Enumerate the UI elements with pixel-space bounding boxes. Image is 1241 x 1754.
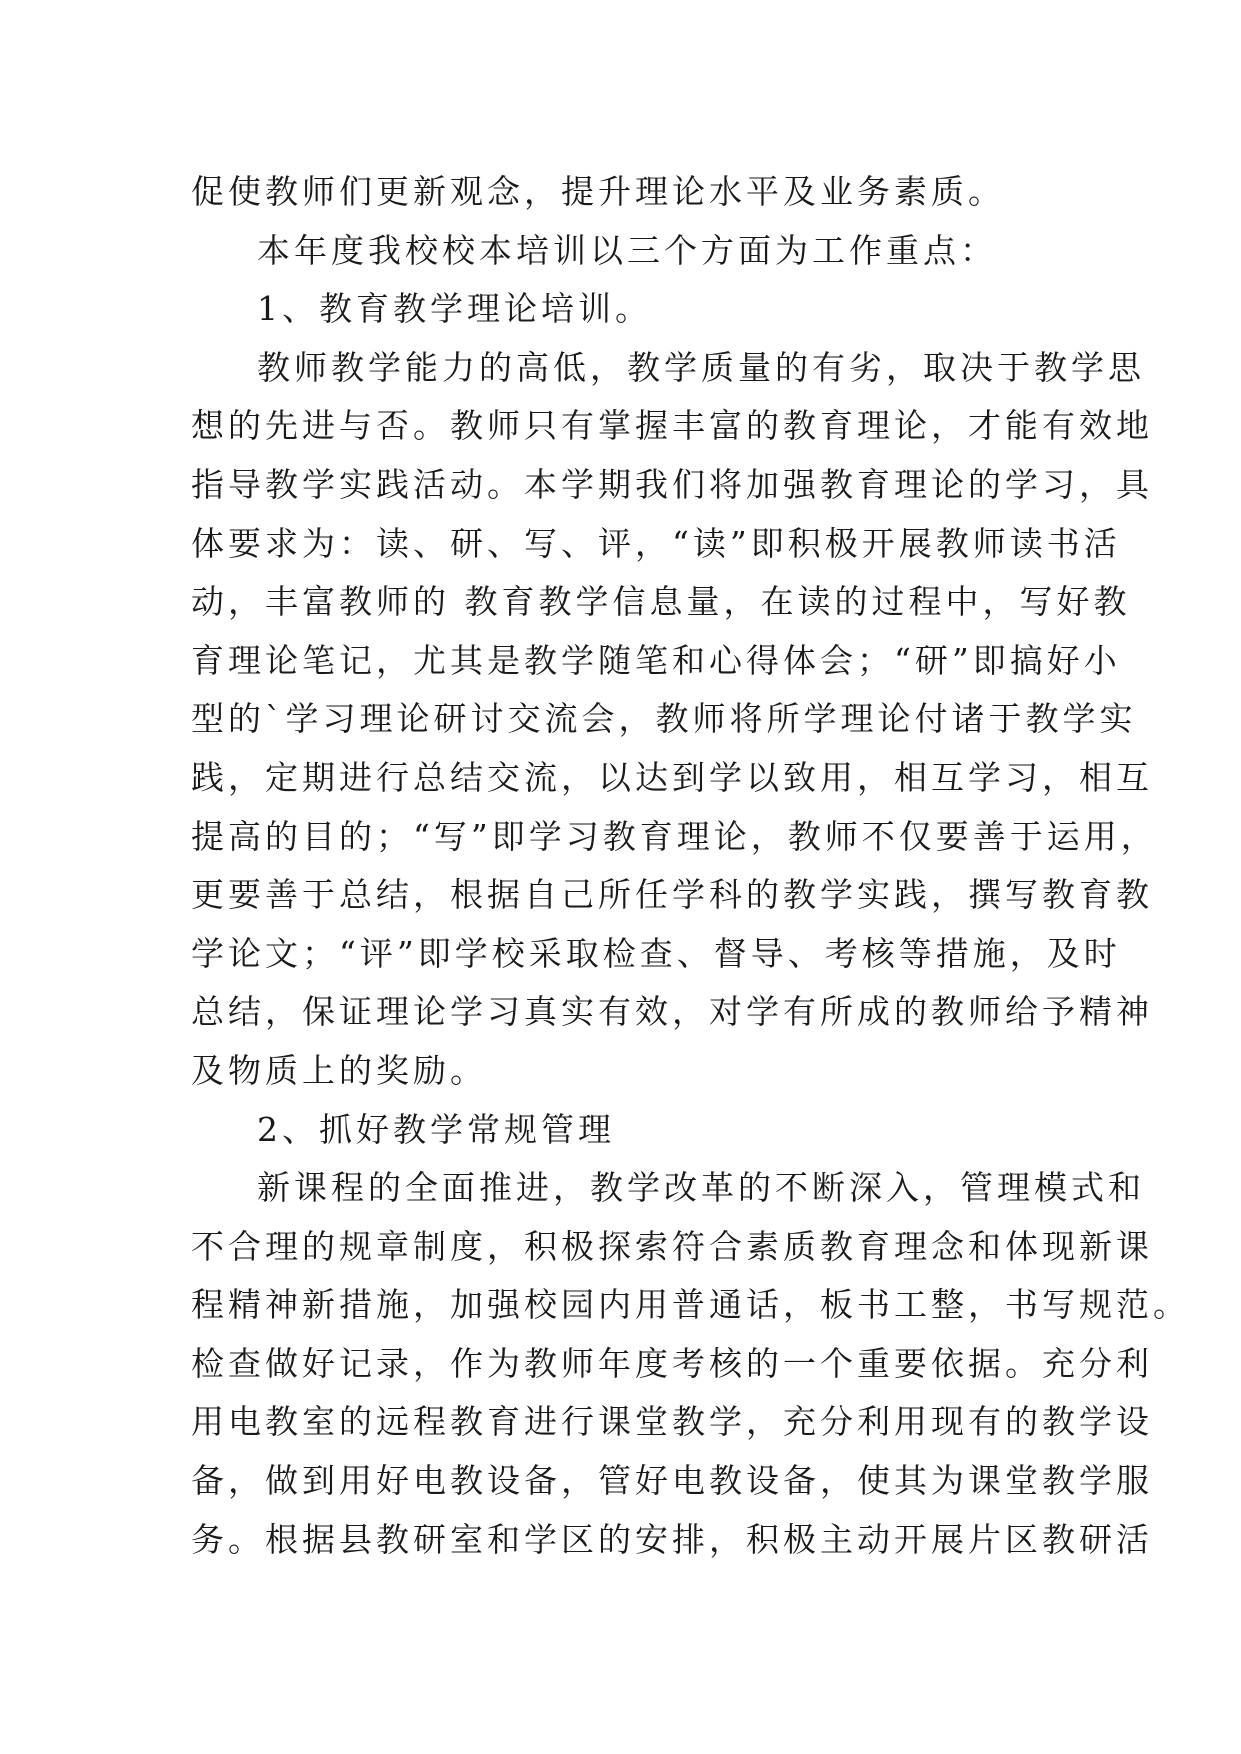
text-line: 指导教学实践活动。本学期我们将加强教育理论的学习，具 [191, 464, 1153, 504]
text-line: 育理论笔记，尤其是教学随笔和心得体会；“研”即搞好小 [191, 640, 1121, 680]
text-line: 促使教师们更新观念，提升理论水平及业务素质。 [191, 172, 1005, 211]
text-line: 备，做到用好电教设备，管好电教设备，使其为课堂教学服 [191, 1461, 1153, 1501]
text-line: 新课程的全面推进，教学改革的不断深入，管理模式和 [257, 1168, 1145, 1208]
text-line: 检查做好记录，作为教师年度考核的一个重要依据。充分利 [191, 1343, 1153, 1383]
text-line: 学论文；“评”即学校采取检查、督导、考核等措施，及时 [191, 933, 1121, 973]
text-line: 本年度我校校本培训以三个方面为工作重点： [257, 230, 997, 270]
text-line: 体要求为：读、研、写、评，“读”即积极开展教师读书活 [191, 523, 1121, 563]
text-line: 提高的目的；“写”即学习教育理论，教师不仅要善于运用， [191, 816, 1158, 856]
text-line: 不合理的规章制度，积极探索符合素质教育理念和体现新课 [191, 1226, 1153, 1266]
section-heading: 1、教育教学理论培训。 [257, 289, 652, 329]
section-heading: 2、抓好教学常规管理 [257, 1109, 615, 1149]
text-line: 型的`学习理论研讨交流会，教师将所学理论付诸于教学实 [191, 699, 1137, 739]
text-line: 践，定期进行总结交流，以达到学以致用，相互学习，相互 [191, 757, 1153, 797]
text-line: 务。根据县教研室和学区的安排，积极主动开展片区教研活 [191, 1519, 1153, 1559]
text-line: 用电教室的远程教育进行课堂教学，充分利用现有的教学设 [191, 1402, 1153, 1442]
text-line: 程精神新措施，加强校园内用普通话，板书工整，书写规范。 [191, 1285, 1190, 1325]
text-line: 总结，保证理论学习真实有效，对学有所成的教师给予精神 [191, 992, 1153, 1032]
text-line: 想的先进与否。教师只有掌握丰富的教育理论，才能有效地 [191, 406, 1153, 446]
document-body [191, 163, 1190, 1569]
text-line: 更要善于总结，根据自己所任学科的教学实践，撰写教育教 [191, 875, 1153, 915]
text-line: 及物质上的奖励。 [191, 1050, 487, 1090]
text-line: 教师教学能力的高低，教学质量的有劣，取决于教学思 [257, 347, 1145, 387]
text-line: 动，丰富教师的 教育教学信息量，在读的过程中，写好教 [191, 582, 1131, 622]
